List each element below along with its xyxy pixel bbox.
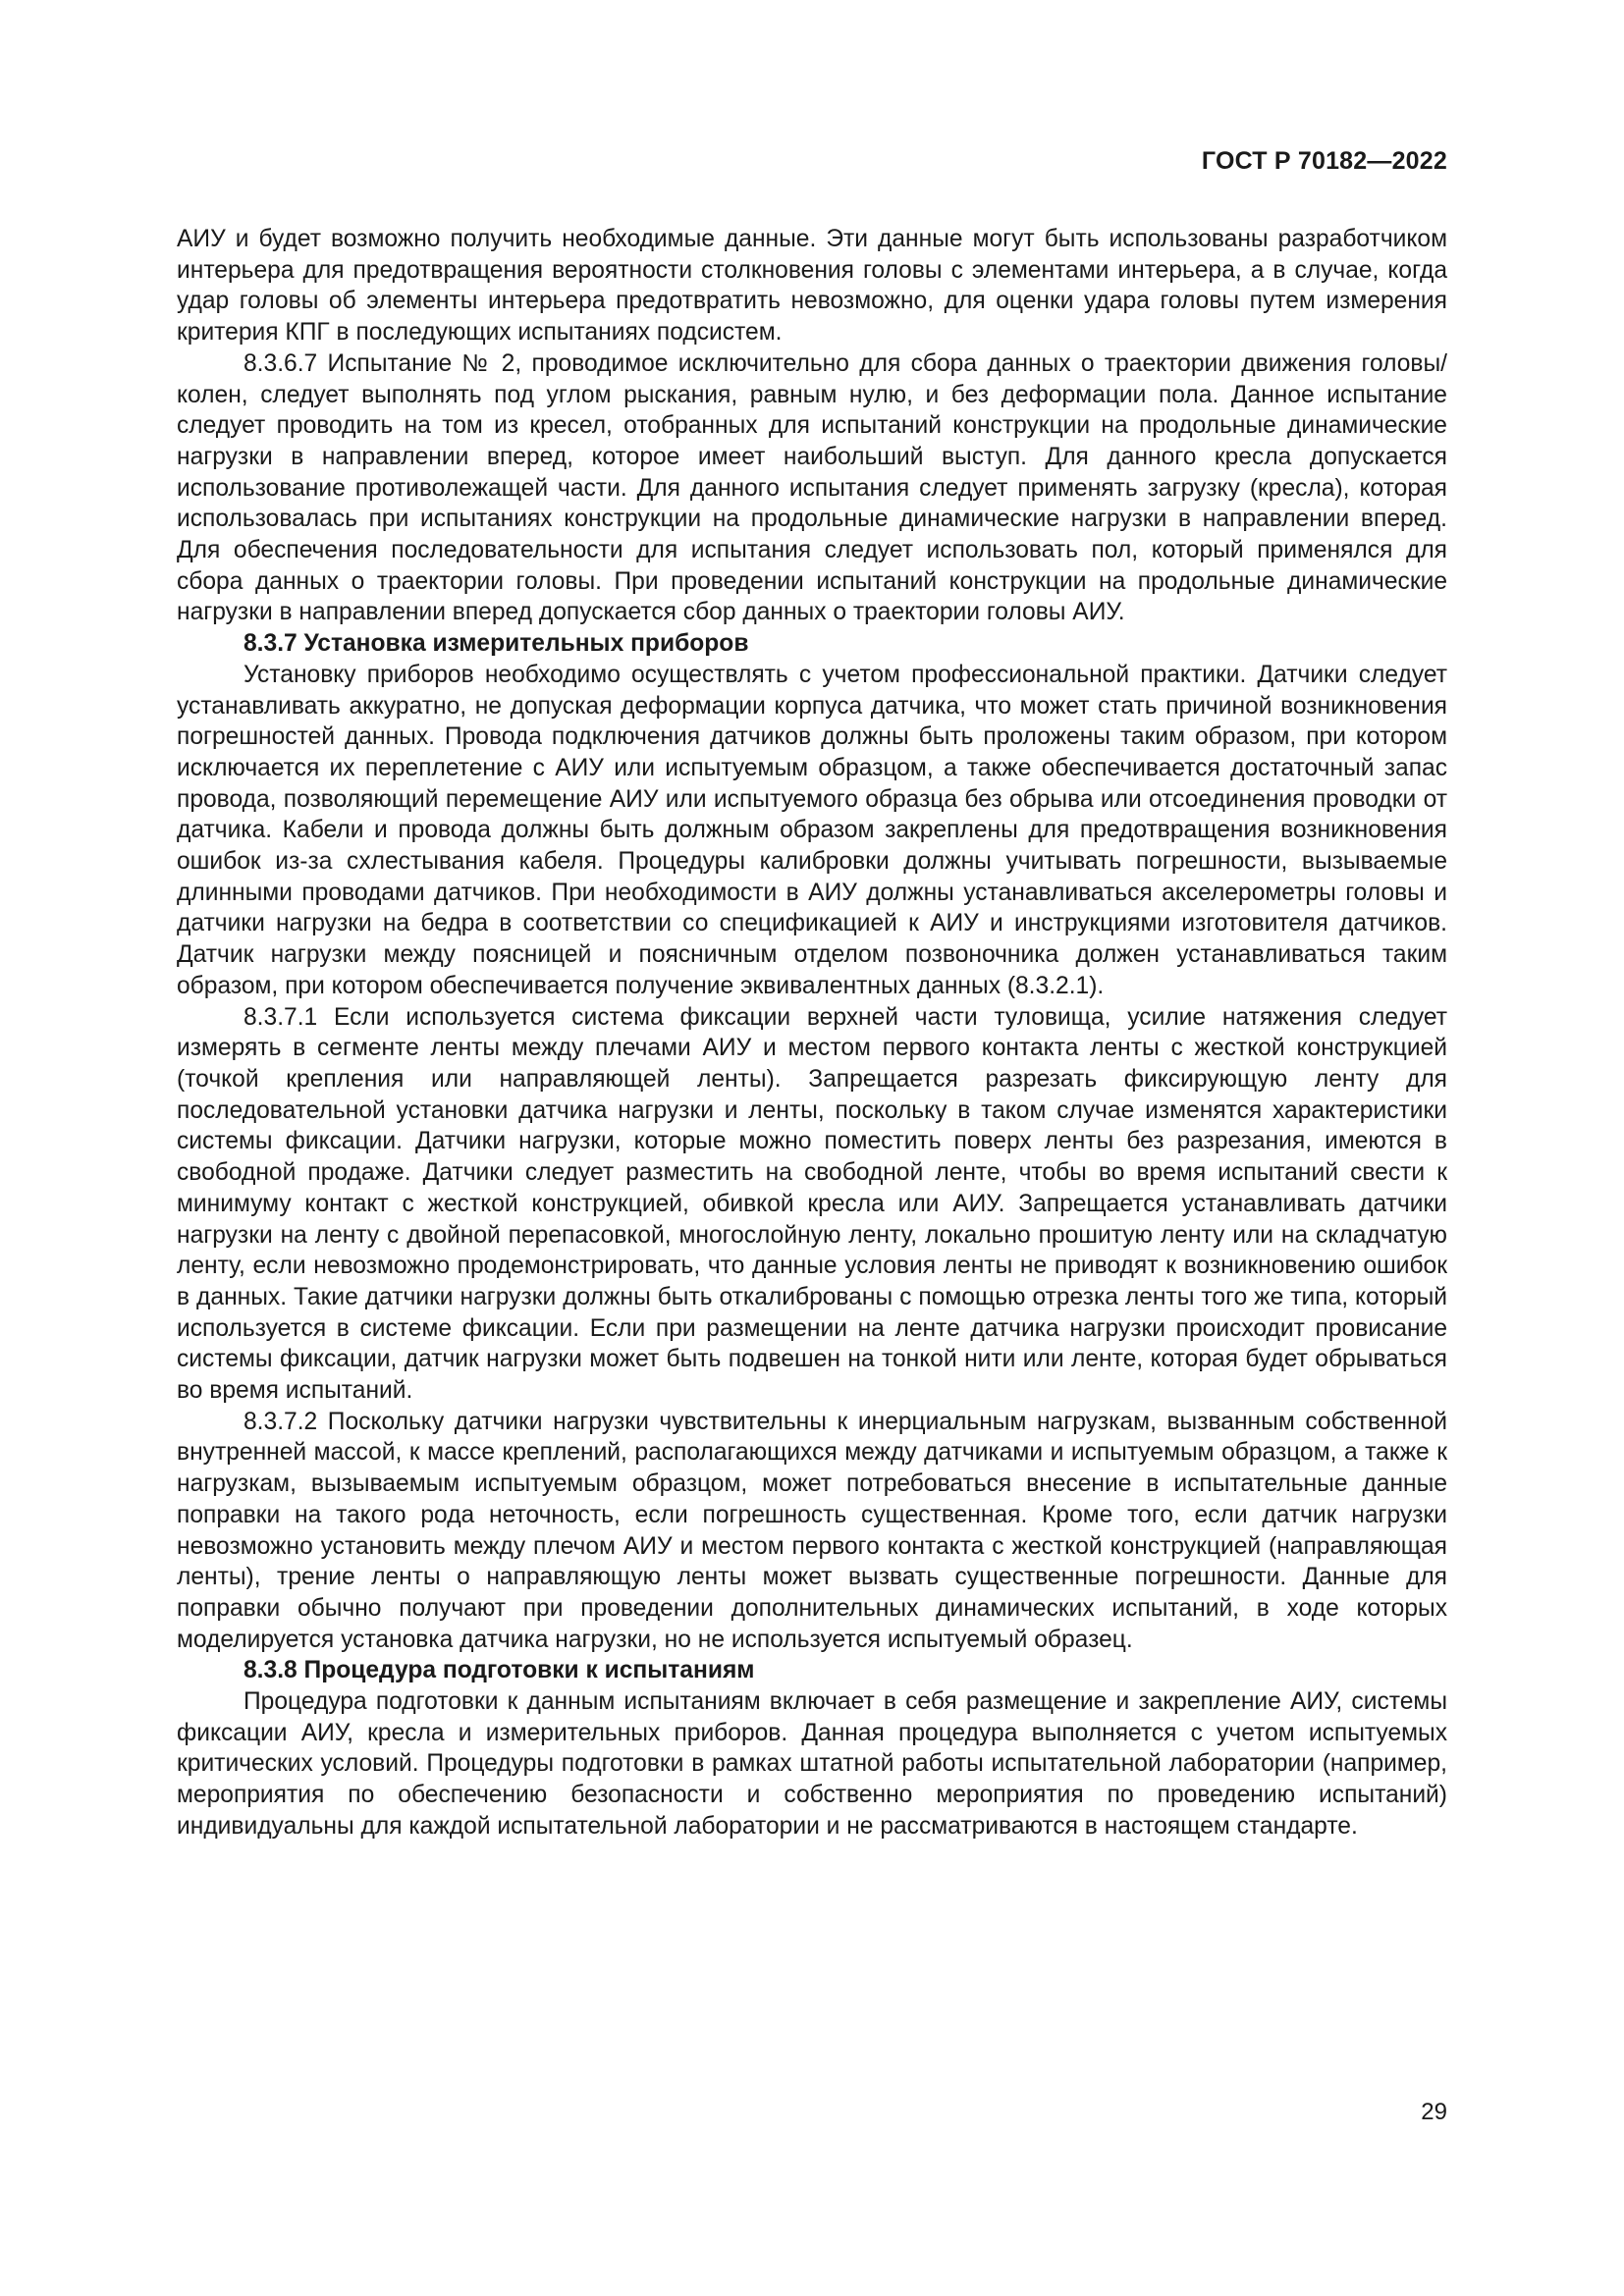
section-heading-8-3-7: 8.3.7 Установка измерительных приборов [244,630,749,658]
document-header: ГОСТ Р 70182—2022 [1201,147,1447,175]
paragraph-8-3-7: Установку приборов необходимо осуществлять с учетом профессиональной практики. Датчики следует устанавливать аккуратно, не допуская деформации корпуса датчика, что может стать причиной возникновения погрешностей данных. Провода подключения датчиков должны быть проложены таким образом, при котором исключается их переплетение с АИУ или испытуемым образцом, а также обеспечивается достаточный запас провода, позволяющий перемещение АИУ или испытуемого образца без обрыва или отсоединения проводки от датчика. Кабели и провода должны быть должным образом закреплены для предотвращения возникновения ошибок из-за схлестывания кабеля. Процедуры калибровки должны учитывать погрешности, вызываемые длинными проводами датчиков. При необходимости в АИУ должны устанавливаться акселерометры головы и датчики нагрузки на бедра в соответствии со спецификацией к АИУ и инструкциями изготовителя датчиков. Датчик нагрузки между поясницей и поясничным отделом позвоночника должен устанавливаться таким образом, при котором обеспечивается получение эквивалентных данных (8.3.2.1). [177,661,1447,999]
paragraph-continuation: АИУ и будет возможно получить необходимые данные. Эти данные могут быть использованы разработчиком интерьера для предотвращения вероятности столкновения головы с элементами интерьера, а в случае, когда удар головы об элементы интерьера предотвратить невозможно, для оценки удара головы путем измерения критерия КПГ в последующих испытаниях подсистем. [177,226,1447,347]
paragraph-8-3-6-7: 8.3.6.7 Испытание № 2, проводимое исключительно для сбора данных о траектории движения головы/колен, следует выполнять под углом рыскания, равным нулю, и без деформации пола. Данное испытание следует проводить на том из кресел, отобранных для испытаний конструкции на продольные динамические нагрузки в направлении вперед, которое имеет наибольший выступ. Для данного кресла допускается использование противолежащей части. Для данного испытания следует применять загрузку (кресла), которая использовалась при испытаниях конструкции на продольные динамические нагрузки в направлении вперед. Для обеспечения последовательности для испытания следует использовать пол, который применялся для сбора данных о траектории головы. При проведении испытаний конструкции на продольные динамические нагрузки в направлении вперед допускается сбор данных о траектории головы АИУ. [177,349,1447,626]
paragraph-8-3-7-2: 8.3.7.2 Поскольку датчики нагрузки чувствительны к инерциальным нагрузкам, вызванным собственной внутренней массой, к массе креплений, располагающихся между датчиками и испытуемым образцом, а также к нагрузкам, вызываемым испытуемым образцом, может потребоваться внесение в испытательные данные поправки на такого рода неточность, если погрешность существенная. Кроме того, если датчик нагрузки невозможно установить между плечом АИУ и местом первого контакта с жесткой конструкцией (направляющая ленты), трение ленты о направляющую ленты может вызвать существенные погрешности. Данные для поправки обычно получают при проведении дополнительных динамических испытаний, в ходе которых моделируется установка датчика нагрузки, но не используется испытуемый образец. [177,1408,1447,1653]
document-body [177,224,1447,1842]
page-number: 29 [1421,2099,1447,2125]
paragraph-8-3-7-1: 8.3.7.1 Если используется система фиксации верхней части туловища, усилие натяжения следует измерять в сегменте ленты между плечами АИУ и местом первого контакта ленты с жесткой конструкцией (точкой крепления или направляющей ленты). Запрещается разрезать фиксирующую ленту для последовательной установки датчика нагрузки и ленты, поскольку в таком случае изменятся характеристики системы фиксации. Датчики нагрузки, которые можно поместить поверх ленты без разрезания, имеются в свободной продаже. Датчики следует разместить на свободной ленте, чтобы во время испытаний свести к минимуму контакт с жесткой конструкцией, обивкой кресла или АИУ. Запрещается устанавливать датчики нагрузки на ленту с двойной перепасовкой, многослойную ленту, локально прошитую ленту или на складчатую ленту, если невозможно продемонстрировать, что данные условия ленты не приводят к возникновению ошибок в данных. Такие датчики нагрузки должны быть откалиброваны с помощью отрезка ленты того же типа, который используется в системе фиксации. Если при размещении на ленте датчика нагрузки происходит провисание системы фиксации, датчик нагрузки может быть подвешен на тонкой нити или ленте, которая будет обрываться во время испытаний. [177,1003,1447,1405]
section-heading-8-3-8: 8.3.8 Процедура подготовки к испытаниям [244,1657,755,1684]
paragraph-8-3-8: Процедура подготовки к данным испытаниям включает в себя размещение и закрепление АИУ, системы фиксации АИУ, кресла и измерительных приборов. Данная процедура выполняется с учетом испытуемых критических условий. Процедуры подготовки в рамках штатной работы испытательной лаборатории (например, мероприятия по обеспечению безопасности и собственно мероприятия по проведению испытаний) индивидуальны для каждой испытательной лаборатории и не рассматриваются в настоящем стандарте. [177,1688,1447,1840]
